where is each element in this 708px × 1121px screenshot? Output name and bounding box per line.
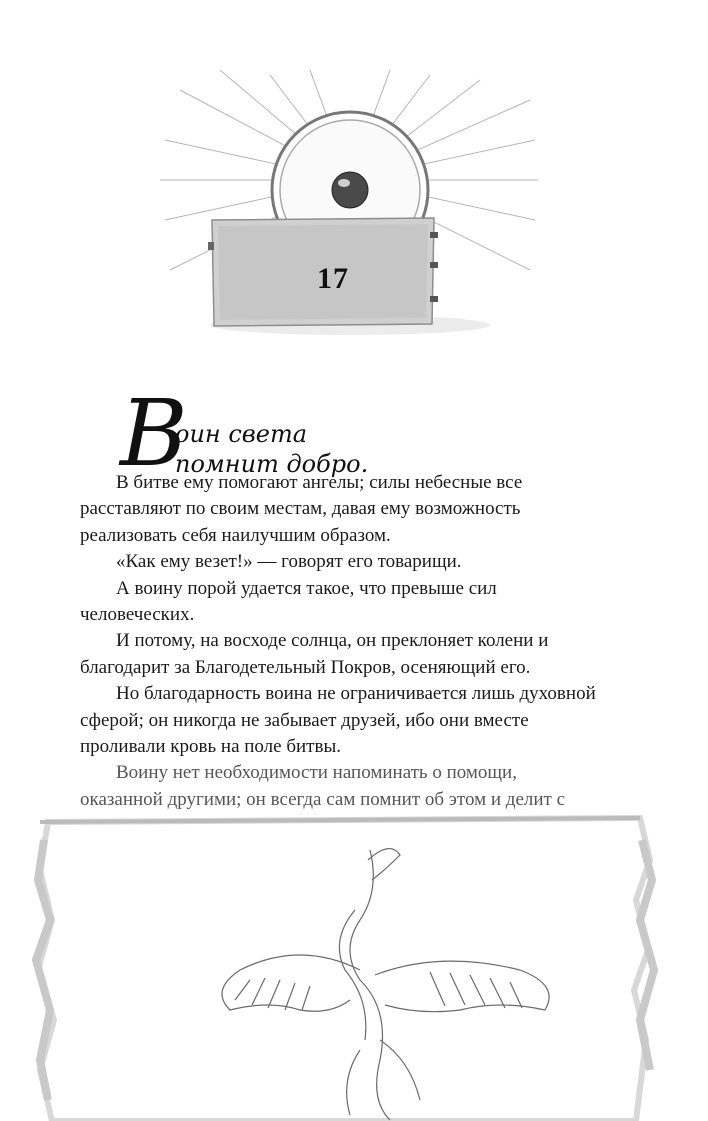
paragraph: Воину нет необходимости напоминать о помощи, оказанной другими; он всегда сам помнит об этом и делит с: [80, 762, 566, 810]
body-text: [80, 470, 600, 840]
paragraph: И потому, на восходе солнца, он преклоняет колени и благодарит за Благодетельный Покров, осеняющий его.: [80, 630, 549, 678]
paragraph: А воину порой удается такое, что превыше сил человеческих.: [80, 577, 497, 626]
paragraph: В битве ему помогают ангелы; силы небесные все расставляют по своим местам, давая ему возможность реализовать себя наилучшим образом.: [80, 472, 523, 546]
drop-cap: В: [120, 380, 188, 487]
paragraph: «Как ему везет!» — говорят его товарищи.: [116, 551, 462, 573]
lead-line-2: помнит добро.: [175, 450, 369, 478]
chapter-number: 17: [317, 262, 349, 295]
paragraph: Но благодарность воина не ограничивается лишь духовной сферой; он никогда не забывает друзей, ибо они вместе проливали кровь на поле битвы.: [80, 683, 596, 758]
lead-line-1: оин света: [175, 420, 308, 448]
bottom-illustration-banner: [0, 800, 708, 1121]
sphere-icon: [332, 172, 368, 208]
